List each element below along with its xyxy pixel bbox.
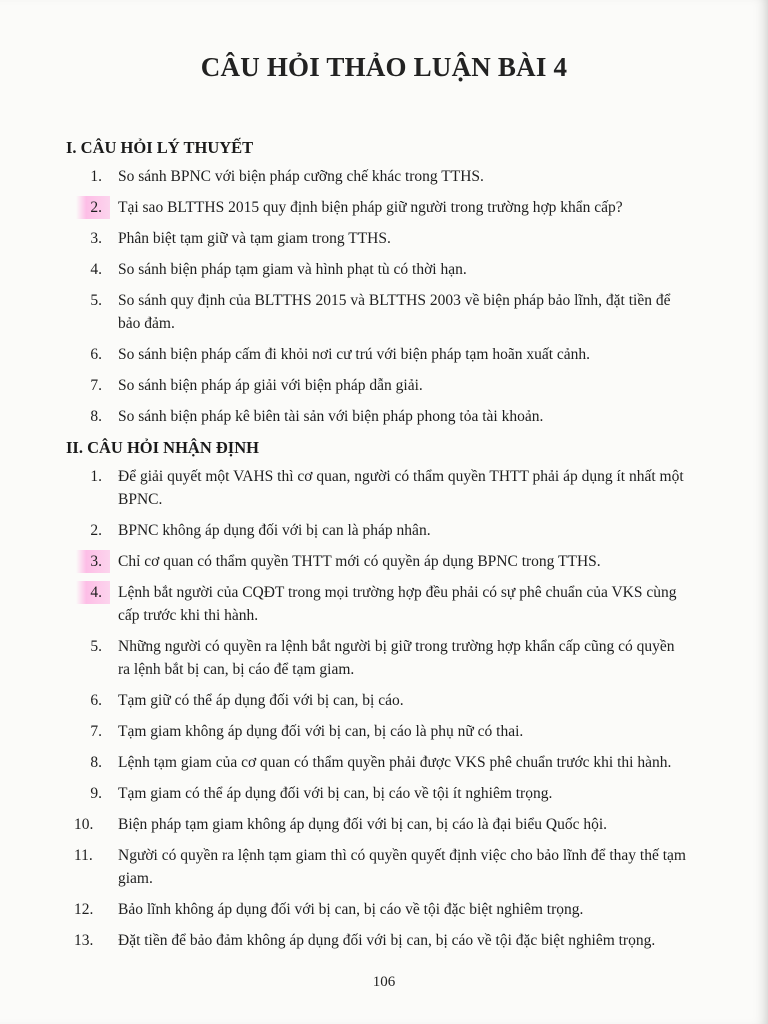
item-text: So sánh quy định của BLTTHS 2015 và BLTTHS 2003 về biện pháp bảo lĩnh, đặt tiền để bảo đảm. bbox=[118, 292, 671, 332]
item-number: 13. bbox=[74, 932, 94, 949]
list-item bbox=[0, 165, 768, 188]
item-number: 1. bbox=[90, 468, 102, 485]
item-text: Những người có quyền ra lệnh bắt người bị giữ trong trường hợp khẩn cấp cũng có quyền ra lệnh bắt bị can, bị cáo để tạm giam. bbox=[118, 638, 675, 678]
item-number: 1. bbox=[90, 168, 102, 185]
item-text: So sánh biện pháp áp giải với biện pháp dẫn giải. bbox=[118, 377, 423, 394]
item-number: 6. bbox=[90, 692, 102, 709]
item-text: Người có quyền ra lệnh tạm giam thì có quyền quyết định việc cho bảo lĩnh để thay thế tạm giam. bbox=[118, 847, 686, 887]
page-number: 106 bbox=[372, 974, 396, 990]
item-number: 7. bbox=[90, 377, 102, 394]
item-text: Tạm giam có thể áp dụng đối với bị can, bị cáo về tội ít nghiêm trọng. bbox=[118, 785, 553, 802]
list-item bbox=[0, 720, 768, 743]
list-item bbox=[0, 227, 768, 250]
list-item bbox=[0, 689, 768, 712]
item-text: Tạm giữ có thể áp dụng đối với bị can, bị cáo. bbox=[118, 692, 404, 709]
item-text: So sánh biện pháp tạm giam và hình phạt tù có thời hạn. bbox=[118, 261, 467, 278]
list-item bbox=[0, 844, 768, 890]
item-text: Đặt tiền để bảo đảm không áp dụng đối với bị can, bị cáo về tội đặc biệt nghiêm trọng. bbox=[118, 932, 656, 949]
item-text: Biện pháp tạm giam không áp dụng đối với bị can, bị cáo là đại biểu Quốc hội. bbox=[118, 816, 608, 833]
item-number: 8. bbox=[90, 408, 102, 425]
section-heading-assessment: II. CÂU HỎI NHẬN ĐỊNH bbox=[66, 438, 259, 457]
item-text: BPNC không áp dụng đối với bị can là pháp nhân. bbox=[118, 522, 431, 539]
theory-question-list bbox=[0, 165, 768, 436]
item-number: 9. bbox=[90, 785, 102, 802]
item-text: Tạm giam không áp dụng đối với bị can, bị cáo là phụ nữ có thai. bbox=[118, 723, 524, 740]
list-item bbox=[0, 581, 768, 627]
item-number: 3. bbox=[76, 550, 110, 573]
item-number: 4. bbox=[76, 581, 110, 604]
item-number: 10. bbox=[74, 816, 94, 833]
list-item bbox=[0, 465, 768, 511]
list-item bbox=[0, 405, 768, 428]
list-item bbox=[0, 550, 768, 573]
item-number: 7. bbox=[90, 723, 102, 740]
list-item bbox=[0, 343, 768, 366]
item-text: Chỉ cơ quan có thẩm quyền THTT mới có quyền áp dụng BPNC trong TTHS. bbox=[118, 553, 601, 570]
item-number: 5. bbox=[90, 292, 102, 309]
list-item bbox=[0, 898, 768, 921]
item-number: 11. bbox=[74, 847, 93, 864]
item-text: Tại sao BLTTHS 2015 quy định biện pháp giữ người trong trường hợp khẩn cấp? bbox=[118, 199, 623, 216]
item-text: Lệnh tạm giam của cơ quan có thẩm quyền phải được VKS phê chuẩn trước khi thi hành. bbox=[118, 754, 672, 771]
item-text: Để giải quyết một VAHS thì cơ quan, người có thẩm quyền THTT phải áp dụng ít nhất một BPNC. bbox=[118, 468, 684, 508]
list-item bbox=[0, 813, 768, 836]
list-item bbox=[0, 258, 768, 281]
item-number: 2. bbox=[90, 522, 102, 539]
item-number: 6. bbox=[90, 346, 102, 363]
section-heading-theory: I. CÂU HỎI LÝ THUYẾT bbox=[66, 138, 254, 157]
item-text: So sánh biện pháp cấm đi khỏi nơi cư trú với biện pháp tạm hoãn xuất cảnh. bbox=[118, 346, 591, 363]
item-text: Lệnh bắt người của CQĐT trong mọi trường hợp đều phải có sự phê chuẩn của VKS cùng cấp trước khi thi hành. bbox=[118, 584, 677, 624]
list-item bbox=[0, 635, 768, 681]
list-item bbox=[0, 374, 768, 397]
item-number: 12. bbox=[74, 901, 94, 918]
item-text: Bảo lĩnh không áp dụng đối với bị can, bị cáo về tội đặc biệt nghiêm trọng. bbox=[118, 901, 584, 918]
item-number: 3. bbox=[90, 230, 102, 247]
list-item bbox=[0, 782, 768, 805]
item-text: Phân biệt tạm giữ và tạm giam trong TTHS. bbox=[118, 230, 391, 247]
list-item bbox=[0, 751, 768, 774]
page-title: CÂU HỎI THẢO LUẬN BÀI 4 bbox=[200, 52, 568, 82]
list-item bbox=[0, 196, 768, 219]
list-item bbox=[0, 519, 768, 542]
item-number: 5. bbox=[90, 638, 102, 655]
list-item bbox=[0, 929, 768, 952]
item-text: So sánh BPNC với biện pháp cưỡng chế khác trong TTHS. bbox=[118, 168, 484, 185]
item-text: So sánh biện pháp kê biên tài sản với biện pháp phong tỏa tài khoản. bbox=[118, 408, 544, 425]
item-number: 2. bbox=[76, 196, 110, 219]
item-number: 4. bbox=[90, 261, 102, 278]
assessment-question-list bbox=[0, 465, 768, 960]
list-item bbox=[0, 289, 768, 335]
item-number: 8. bbox=[90, 754, 102, 771]
